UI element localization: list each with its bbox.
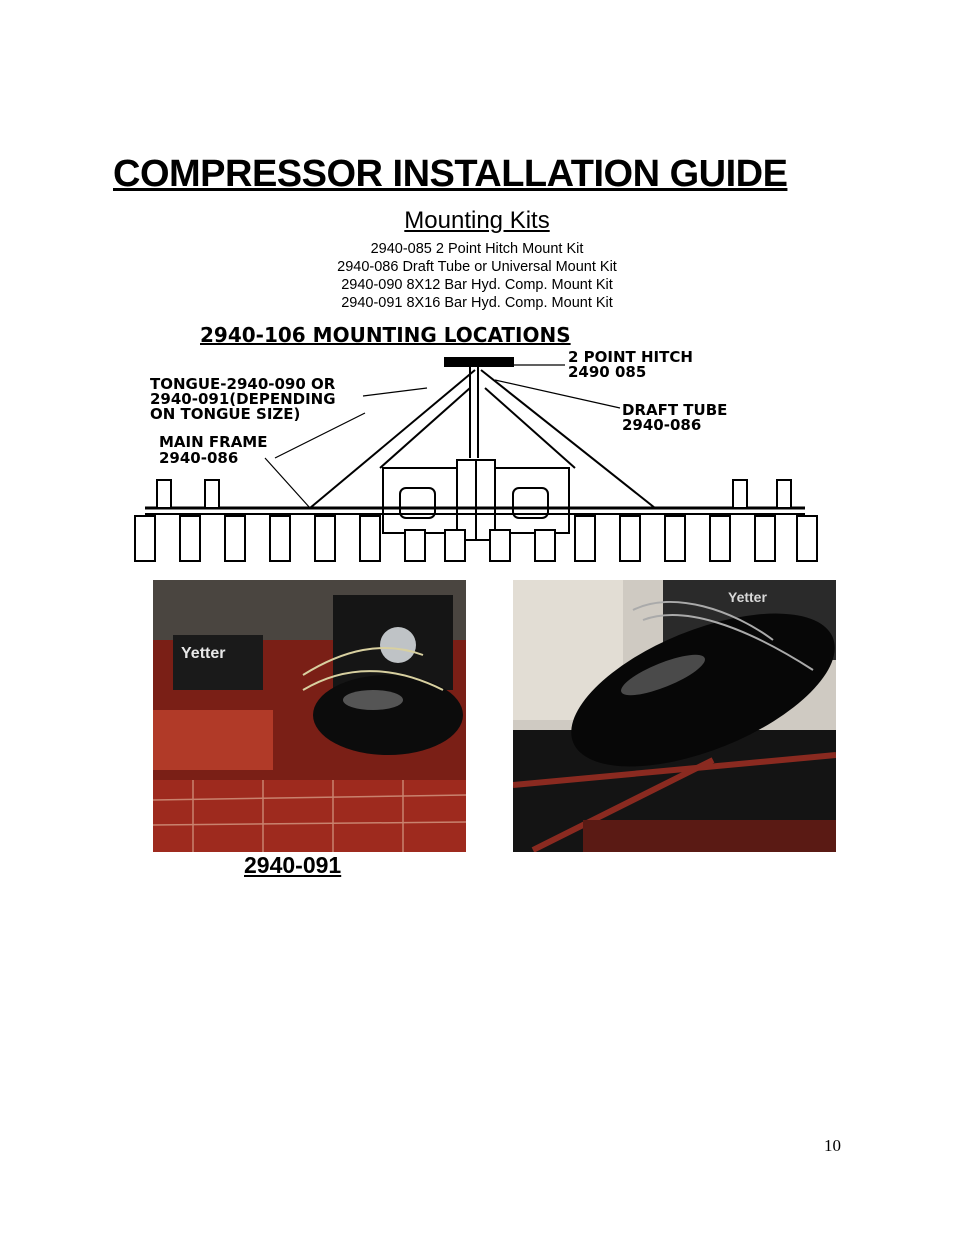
label-tongue: TONGUE-2940-090 OR <box>150 375 336 393</box>
mounting-locations-diagram <box>125 318 825 573</box>
section-subtitle: Mounting Kits <box>404 207 550 234</box>
label-draft-tube: DRAFT TUBE <box>622 401 728 419</box>
kit-item: 2940-086 Draft Tube or Universal Mount Kit <box>337 259 617 275</box>
compressor-photo-left <box>153 580 466 852</box>
label-draft-tube: 2940-086 <box>622 416 702 434</box>
diagram-heading: 2940-106 MOUNTING LOCATIONS <box>200 323 571 347</box>
label-hitch: 2 POINT HITCH <box>568 348 693 366</box>
label-hitch: 2490 085 <box>568 363 647 381</box>
kit-item: 2940-085 2 Point Hitch Mount Kit <box>370 241 584 257</box>
page-number: 10 <box>824 1136 841 1155</box>
label-main-frame: MAIN FRAME <box>159 433 268 451</box>
page-title: COMPRESSOR INSTALLATION GUIDE <box>113 153 788 195</box>
label-main-frame: 2940-086 <box>159 449 239 467</box>
kit-list <box>0 240 954 312</box>
photo-caption: 2940-091 <box>244 852 342 878</box>
brand-logo: Yetter <box>728 589 767 605</box>
brand-logo: Yetter <box>181 645 226 662</box>
kit-item: 2940-090 8X12 Bar Hyd. Comp. Mount Kit <box>341 277 613 293</box>
kit-item: 2940-091 8X16 Bar Hyd. Comp. Mount Kit <box>341 295 613 311</box>
label-tongue: ON TONGUE SIZE) <box>150 405 301 423</box>
compressor-photo-right <box>513 580 836 852</box>
label-tongue: 2940-091(DEPENDING <box>150 390 336 408</box>
